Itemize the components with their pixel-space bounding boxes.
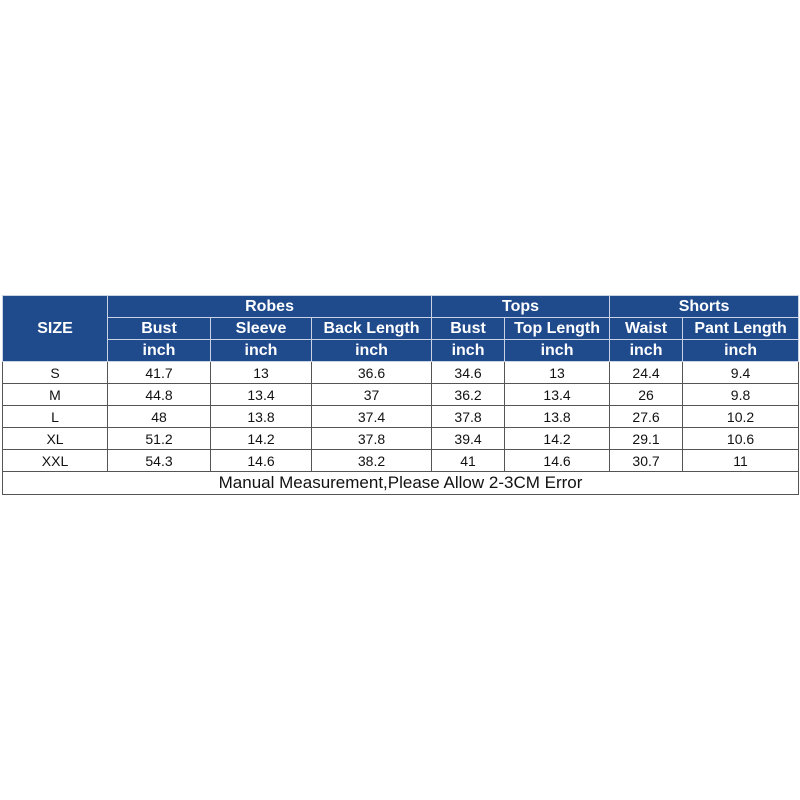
table-cell: 44.8 [108, 384, 211, 406]
column-header: Back Length [312, 318, 432, 340]
table-cell: 41.7 [108, 362, 211, 384]
table-cell: 13.4 [505, 384, 610, 406]
column-header: Top Length [505, 318, 610, 340]
table-cell: 14.2 [211, 428, 312, 450]
size-cell: M [3, 384, 108, 406]
table-row [3, 362, 799, 384]
column-header: Bust [108, 318, 211, 340]
table-cell: 14.2 [505, 428, 610, 450]
table-cell: 26 [610, 384, 683, 406]
table-cell: 13 [211, 362, 312, 384]
size-cell: L [3, 406, 108, 428]
table-cell: 13 [505, 362, 610, 384]
table-cell: 37.8 [312, 428, 432, 450]
column-header: Waist [610, 318, 683, 340]
table-cell: 24.4 [610, 362, 683, 384]
table-row [3, 450, 799, 472]
unit-header: inch [211, 340, 312, 362]
group-header-shorts: Shorts [610, 296, 799, 318]
size-cell: XL [3, 428, 108, 450]
unit-header: inch [312, 340, 432, 362]
unit-header: inch [432, 340, 505, 362]
table-cell: 9.8 [683, 384, 799, 406]
table-cell: 29.1 [610, 428, 683, 450]
size-chart-table [2, 295, 799, 495]
table-cell: 13.8 [211, 406, 312, 428]
size-cell: XXL [3, 450, 108, 472]
table-cell: 11 [683, 450, 799, 472]
table-cell: 37.4 [312, 406, 432, 428]
table-row [3, 406, 799, 428]
group-header-robes: Robes [108, 296, 432, 318]
table-cell: 14.6 [505, 450, 610, 472]
size-column-header: SIZE [3, 296, 108, 362]
table-cell: 51.2 [108, 428, 211, 450]
group-header-row [3, 296, 799, 318]
unit-header: inch [610, 340, 683, 362]
measurement-note: Manual Measurement,Please Allow 2-3CM Error [3, 472, 799, 495]
table-cell: 34.6 [432, 362, 505, 384]
table-cell: 30.7 [610, 450, 683, 472]
table-cell: 36.2 [432, 384, 505, 406]
unit-header: inch [683, 340, 799, 362]
unit-header-row [3, 340, 799, 362]
table-cell: 54.3 [108, 450, 211, 472]
table-row [3, 384, 799, 406]
column-header-row [3, 318, 799, 340]
column-header: Pant Length [683, 318, 799, 340]
table-cell: 36.6 [312, 362, 432, 384]
unit-header: inch [108, 340, 211, 362]
note-row [3, 472, 799, 495]
table-cell: 9.4 [683, 362, 799, 384]
table-cell: 13.4 [211, 384, 312, 406]
table-row [3, 428, 799, 450]
table-cell: 13.8 [505, 406, 610, 428]
table-cell: 14.6 [211, 450, 312, 472]
table-cell: 38.2 [312, 450, 432, 472]
table-cell: 41 [432, 450, 505, 472]
column-header: Sleeve [211, 318, 312, 340]
table-cell: 27.6 [610, 406, 683, 428]
size-cell: S [3, 362, 108, 384]
unit-header: inch [505, 340, 610, 362]
table-cell: 37.8 [432, 406, 505, 428]
group-header-tops: Tops [432, 296, 610, 318]
table-cell: 37 [312, 384, 432, 406]
column-header: Bust [432, 318, 505, 340]
table-cell: 10.2 [683, 406, 799, 428]
table-cell: 48 [108, 406, 211, 428]
table-cell: 39.4 [432, 428, 505, 450]
table-cell: 10.6 [683, 428, 799, 450]
